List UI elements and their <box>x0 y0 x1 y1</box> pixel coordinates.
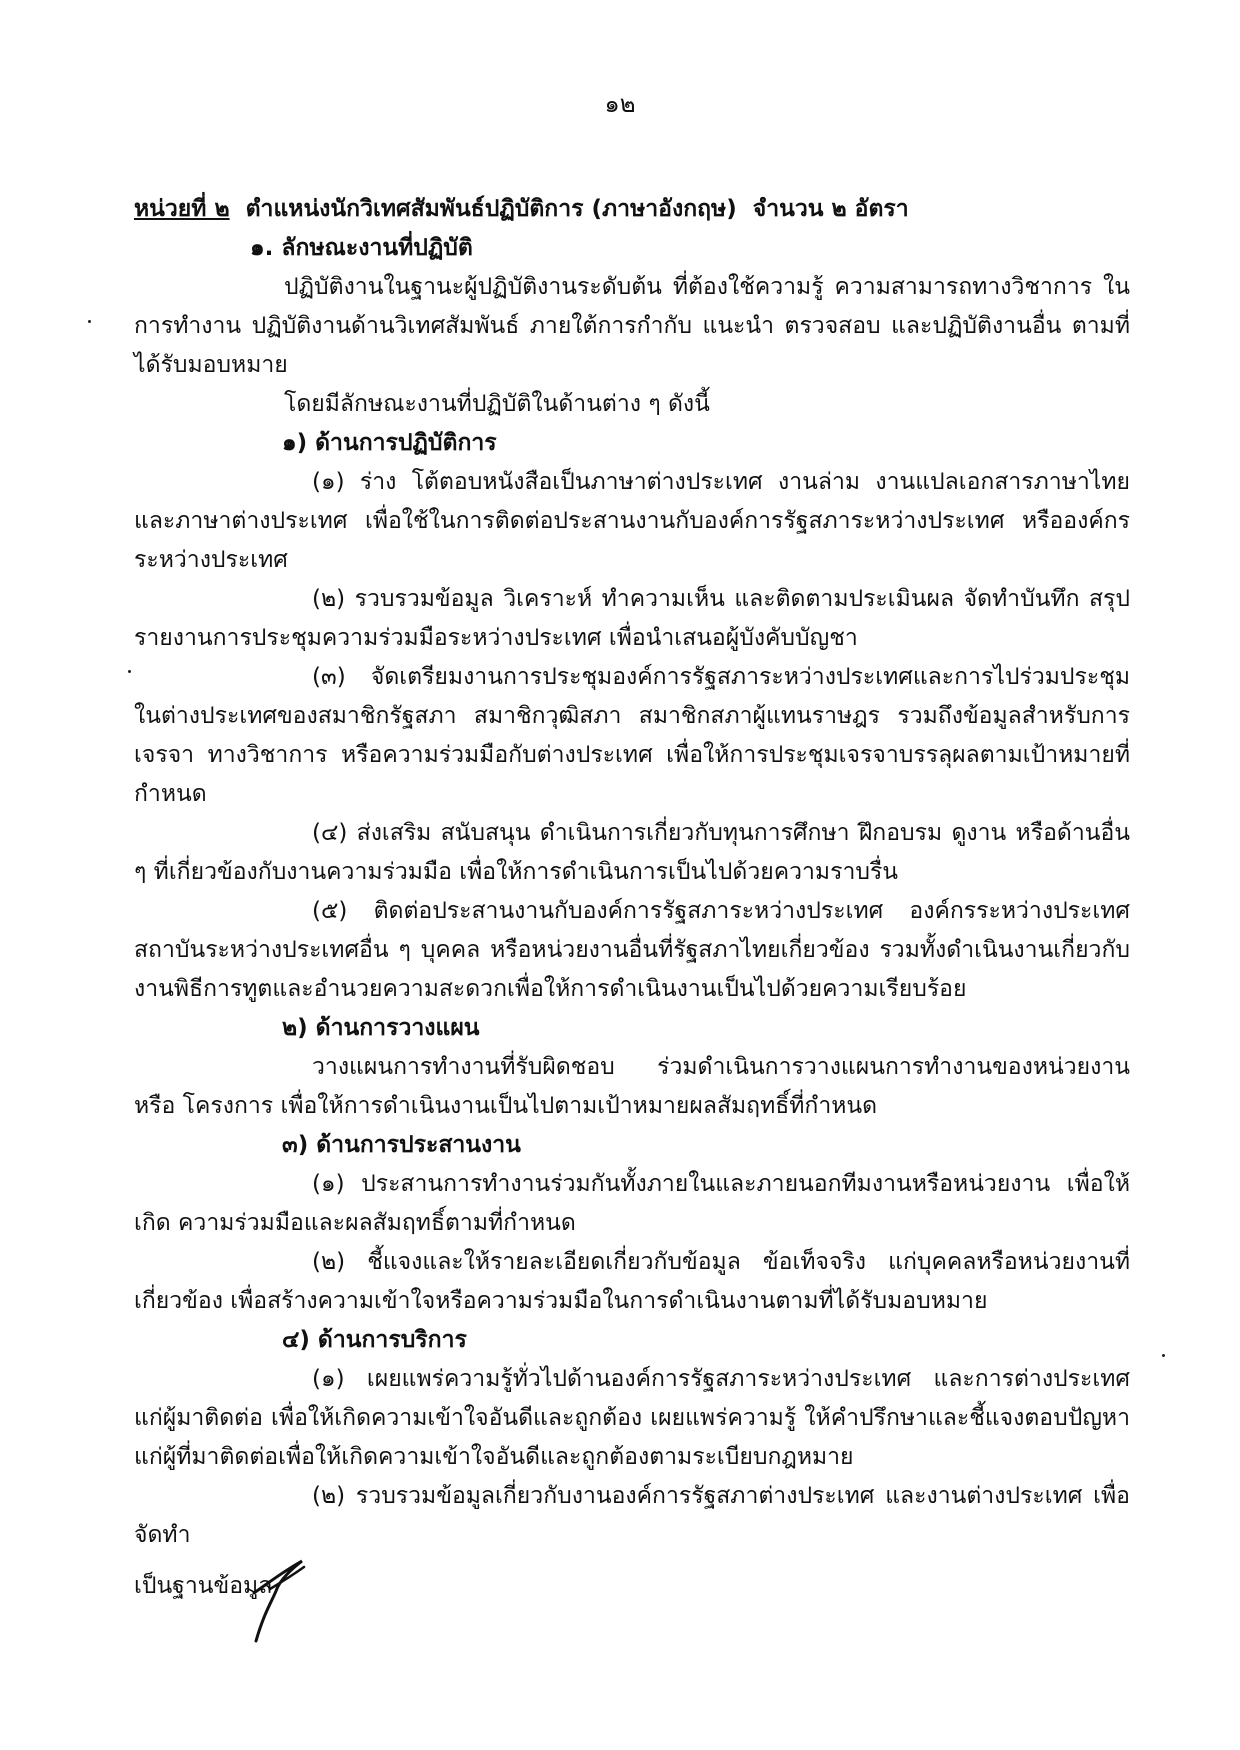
scan-speck <box>1162 1354 1165 1357</box>
position-title: ตำแหน่งนักวิเทศสัมพันธ์ปฏิบัติการ (ภาษาอังกฤษ) <box>245 196 737 222</box>
operations-item-5: (๕) ติดต่อประสานงานกับองค์การรัฐสภาระหว่างประเทศ องค์กรระหว่างประเทศ สถาบันระหว่างประเทศอื่น ๆ บุคคล หรือหน่วยงานอื่นที่รัฐสภาไทยเกี่ยวข้อง รวมทั้งดำเนินงานเกี่ยวกับ งานพิธีการทูตและอำนวยความสะดวกเพื่อให้การดำเนินงานเป็นไปด้วยความเรียบร้อย <box>134 898 1130 1002</box>
continuation-text: เป็นฐานข้อมูล <box>134 1573 273 1599</box>
operations-item-1: (๑) ร่าง โต้ตอบหนังสือเป็นภาษาต่างประเทศ งานล่าม งานแปลเอกสารภาษาไทย และภาษาต่างประเทศ เพื่อใช้ในการติดต่อประสานงานกับองค์การรัฐสภาระหว่างประเทศ หรือองค์กร ระหว่างประเทศ <box>134 469 1130 573</box>
area-title-service: ๔) ด้านการบริการ <box>282 1327 467 1353</box>
operations-item-2: (๒) รวบรวมข้อมูล วิเคราะห์ ทำความเห็น และติดตามประเมินผล จัดทำบันทึก สรุปรายงานการประชุมความร่วมมือระหว่างประเทศ เพื่อนำเสนอผู้บังคับบัญชา <box>134 586 1130 651</box>
service-item-2: (๒) รวบรวมข้อมูลเกี่ยวกับงานองค์การรัฐสภาต่างประเทศ และงานต่างประเทศ เพื่อจัดทำ <box>134 1483 1130 1548</box>
operations-item-3: (๓) จัดเตรียมงานการประชุมองค์การรัฐสภาระหว่างประเทศและการไปร่วมประชุม ในต่างประเทศของสมาชิกรัฐสภา สมาชิกวุฒิสภา สมาชิกสภาผู้แทนราษฎร รวมถึงข้อมูลสำหรับการเจรจา ทางวิชาการ หรือความร่วมมือกับต่างประเทศ เพื่อให้การประชุมเจรจาบรรลุผลตามเป้าหมายที่กำหนด <box>134 664 1130 807</box>
area-title-coordination: ๓) ด้านการประสานงาน <box>282 1132 521 1158</box>
coordination-item-1: (๑) ประสานการทำงานร่วมกันทั้งภายในและภายนอกทีมงานหรือหน่วยงาน เพื่อให้เกิด ความร่วมมือและผลสัมฤทธิ์ตามที่กำหนด <box>134 1171 1130 1236</box>
scan-speck <box>88 320 91 323</box>
section-title: ๑. ลักษณะงานที่ปฏิบัติ <box>250 235 473 261</box>
area-title-planning: ๒) ด้านการวางแผน <box>282 1015 480 1041</box>
unit-heading <box>134 190 1130 229</box>
document-body <box>134 190 1130 1606</box>
service-item-1: (๑) เผยแพร่ความรู้ทั่วไปด้านองค์การรัฐสภาระหว่างประเทศ และการต่างประเทศ แก่ผู้มาติดต่อ เพื่อให้เกิดความเข้าใจอันดีและถูกต้อง เผยแพร่ความรู้ ให้คำปรึกษาและชี้แจงตอบปัญหา แก่ผู้ที่มาติดต่อเพื่อให้เกิดความเข้าใจอันดีและถูกต้องตามระเบียบกฎหมาย <box>134 1366 1130 1470</box>
unit-label: หน่วยที่ ๒ <box>134 196 230 222</box>
areas-intro: โดยมีลักษณะงานที่ปฏิบัติในด้านต่าง ๆ ดังนี้ <box>284 391 710 417</box>
continuation-line <box>134 1567 1130 1606</box>
initials-signature <box>250 1553 308 1645</box>
area-title-operations: ๑) ด้านการปฏิบัติการ <box>282 430 497 456</box>
job-description: ปฏิบัติงานในฐานะผู้ปฏิบัติงานระดับต้น ที่ต้องใช้ความรู้ ความสามารถทางวิชาการ ในการทำงาน ปฏิบัติงานด้านวิเทศสัมพันธ์ ภายใต้การกำกับ แนะนำ ตรวจสอบ และปฏิบัติงานอื่น ตามที่ได้รับมอบหมาย <box>134 274 1130 378</box>
scan-speck <box>128 670 131 673</box>
continuation-wrapper <box>134 1567 272 1606</box>
position-count: จำนวน ๒ อัตรา <box>752 196 909 222</box>
operations-item-4: (๔) ส่งเสริม สนับสนุน ดำเนินการเกี่ยวกับทุนการศึกษา ฝึกอบรม ดูงาน หรือด้านอื่น ๆ ที่เกี่ยวข้องกับงานความร่วมมือ เพื่อให้การดำเนินการเป็นไปด้วยความราบรื่น <box>134 820 1130 885</box>
planning-text: วางแผนการทำงานที่รับผิดชอบ ร่วมดำเนินการวางแผนการทำงานของหน่วยงาน หรือ โครงการ เพื่อให้การดำเนินงานเป็นไปตามเป้าหมายผลสัมฤทธิ์ที่กำหนด <box>134 1054 1130 1119</box>
page-number: ๑๒ <box>604 90 636 118</box>
coordination-item-2: (๒) ชี้แจงและให้รายละเอียดเกี่ยวกับข้อมูล ข้อเท็จจริง แก่บุคคลหรือหน่วยงานที่เกี่ยวข้อง เพื่อสร้างความเข้าใจหรือความร่วมมือในการดำเนินงานตามที่ได้รับมอบหมาย <box>134 1249 1130 1314</box>
